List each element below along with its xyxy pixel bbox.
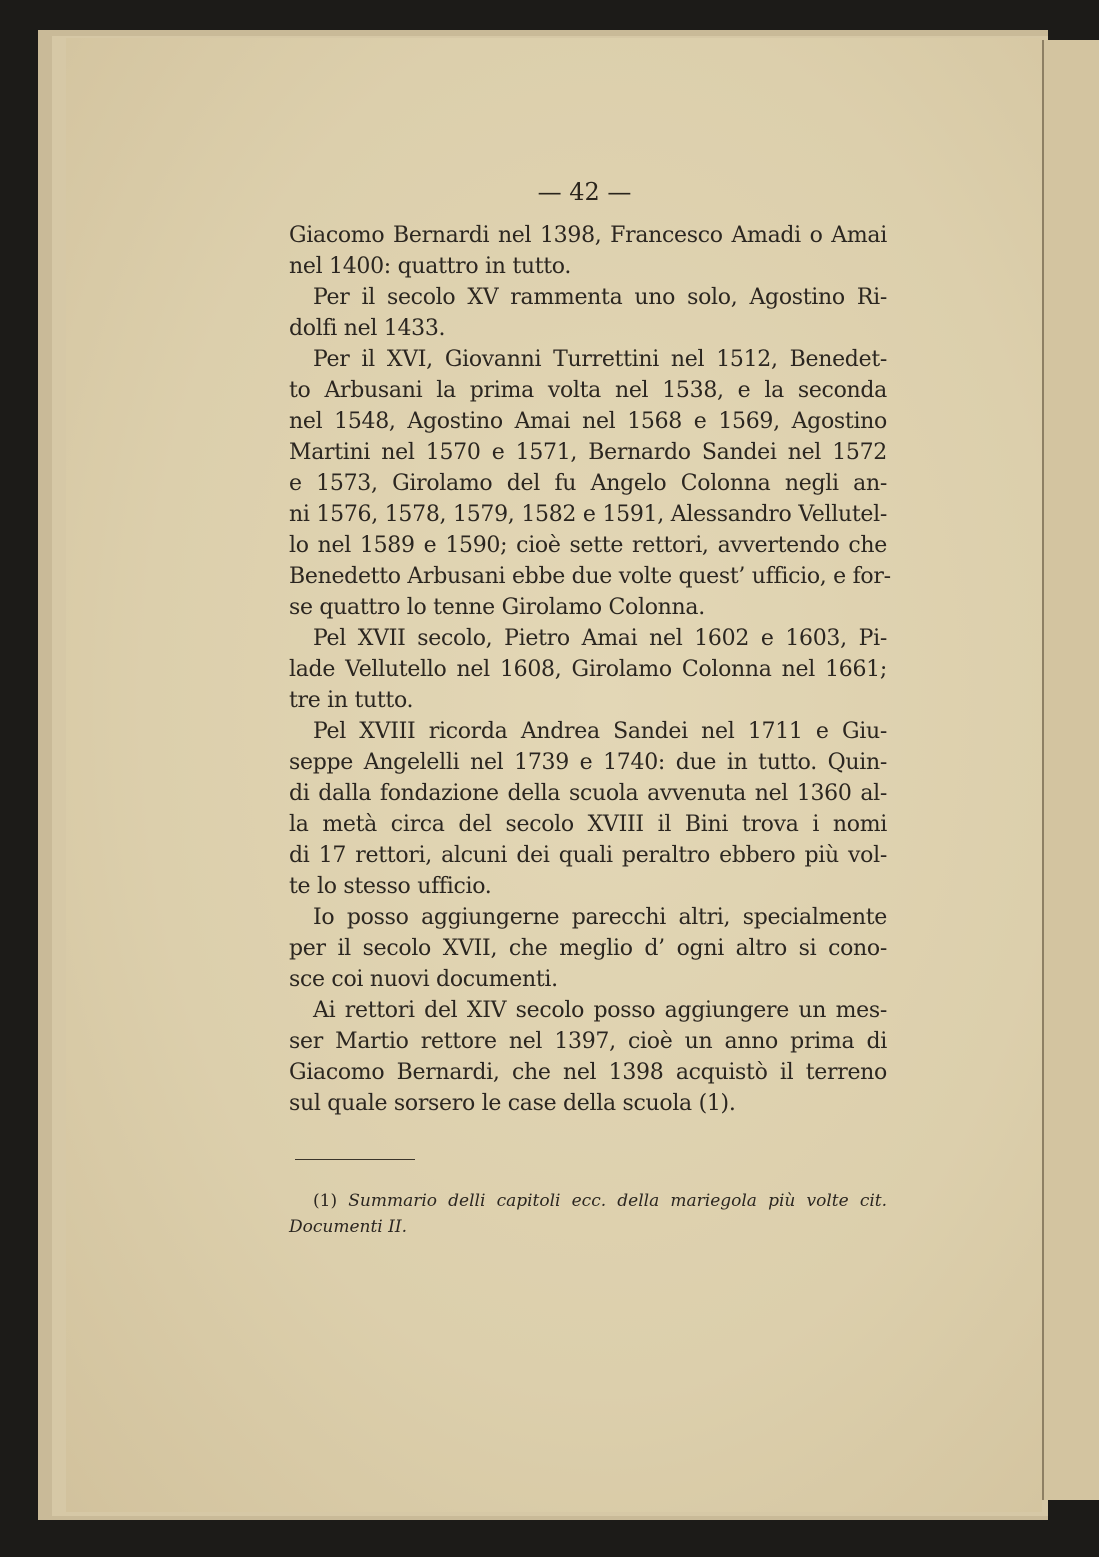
page-number: — 42 — — [537, 178, 632, 206]
body-line: la metà circa del secolo XVIII il Bini trova i nomi — [289, 812, 887, 837]
body-line: ser Martio rettore nel 1397, cioè un anno prima di — [289, 1029, 887, 1054]
footnote-text: Summario delli capitoli ecc. della mariegola più volte cit. — [348, 1191, 888, 1211]
footnote-line-1 — [289, 1188, 887, 1214]
footnote — [289, 1188, 887, 1240]
body-line: lo nel 1589 e 1590; cioè sette rettori, avvertendo che — [289, 533, 887, 558]
body-line: nel 1548, Agostino Amai nel 1568 e 1569, Agostino — [289, 409, 887, 434]
body-line: sce coi nuovi documenti. — [289, 967, 558, 992]
body-line: se quattro lo tenne Girolamo Colonna. — [289, 595, 705, 620]
body-line: dolfi nel 1433. — [289, 316, 446, 341]
body-line: di dalla fondazione della scuola avvenuta nel 1360 al- — [289, 781, 887, 806]
body-line: Giacomo Bernardi nel 1398, Francesco Amadi o Amai — [289, 223, 887, 248]
body-line: Ai rettori del XIV secolo posso aggiungere un mes- — [313, 998, 887, 1023]
body-line: Giacomo Bernardi, che nel 1398 acquistò il terreno — [289, 1060, 887, 1085]
body-line: Martini nel 1570 e 1571, Bernardo Sandei nel 1572 — [289, 440, 887, 465]
body-line: nel 1400: quattro in tutto. — [289, 254, 572, 279]
body-line: per il secolo XVII, che meglio d’ ogni altro si cono- — [289, 936, 887, 961]
body-line: e 1573, Girolamo del fu Angelo Colonna negli an- — [289, 471, 887, 496]
body-line: te lo stesso ufficio. — [289, 874, 492, 899]
body-line: Per il secolo XV rammenta uno solo, Agostino Ri- — [313, 285, 887, 310]
footnote-rule — [295, 1159, 415, 1160]
body-line: sul quale sorsero le case della scuola (1). — [289, 1091, 736, 1116]
body-line: Benedetto Arbusani ebbe due volte quest’ ufficio, e for- — [289, 564, 891, 589]
body-line: ni 1576, 1578, 1579, 1582 e 1591, Alessandro Vellutel- — [289, 502, 887, 527]
body-line: seppe Angelelli nel 1739 e 1740: due in tutto. Quin- — [289, 750, 887, 775]
footnote-line-2: Documenti II. — [289, 1217, 407, 1237]
next-page-edge — [1042, 40, 1099, 1500]
body-line: Pel XVII secolo, Pietro Amai nel 1602 e 1603, Pi- — [313, 626, 887, 651]
footnote-marker: (1) — [313, 1191, 338, 1211]
body-line: Pel XVIII ricorda Andrea Sandei nel 1711 e Giu- — [313, 719, 887, 744]
body-line: Io posso aggiungerne parecchi altri, specialmente — [313, 905, 887, 930]
body-text — [289, 220, 891, 1119]
body-line: lade Vellutello nel 1608, Girolamo Colonna nel 1661; — [289, 657, 887, 682]
body-line: Per il XVI, Giovanni Turrettini nel 1512, Benedet- — [313, 347, 887, 372]
body-line: di 17 rettori, alcuni dei quali peraltro ebbero più vol- — [289, 843, 887, 868]
body-line: tre in tutto. — [289, 688, 414, 713]
body-line: to Arbusani la prima volta nel 1538, e la seconda — [289, 378, 887, 403]
